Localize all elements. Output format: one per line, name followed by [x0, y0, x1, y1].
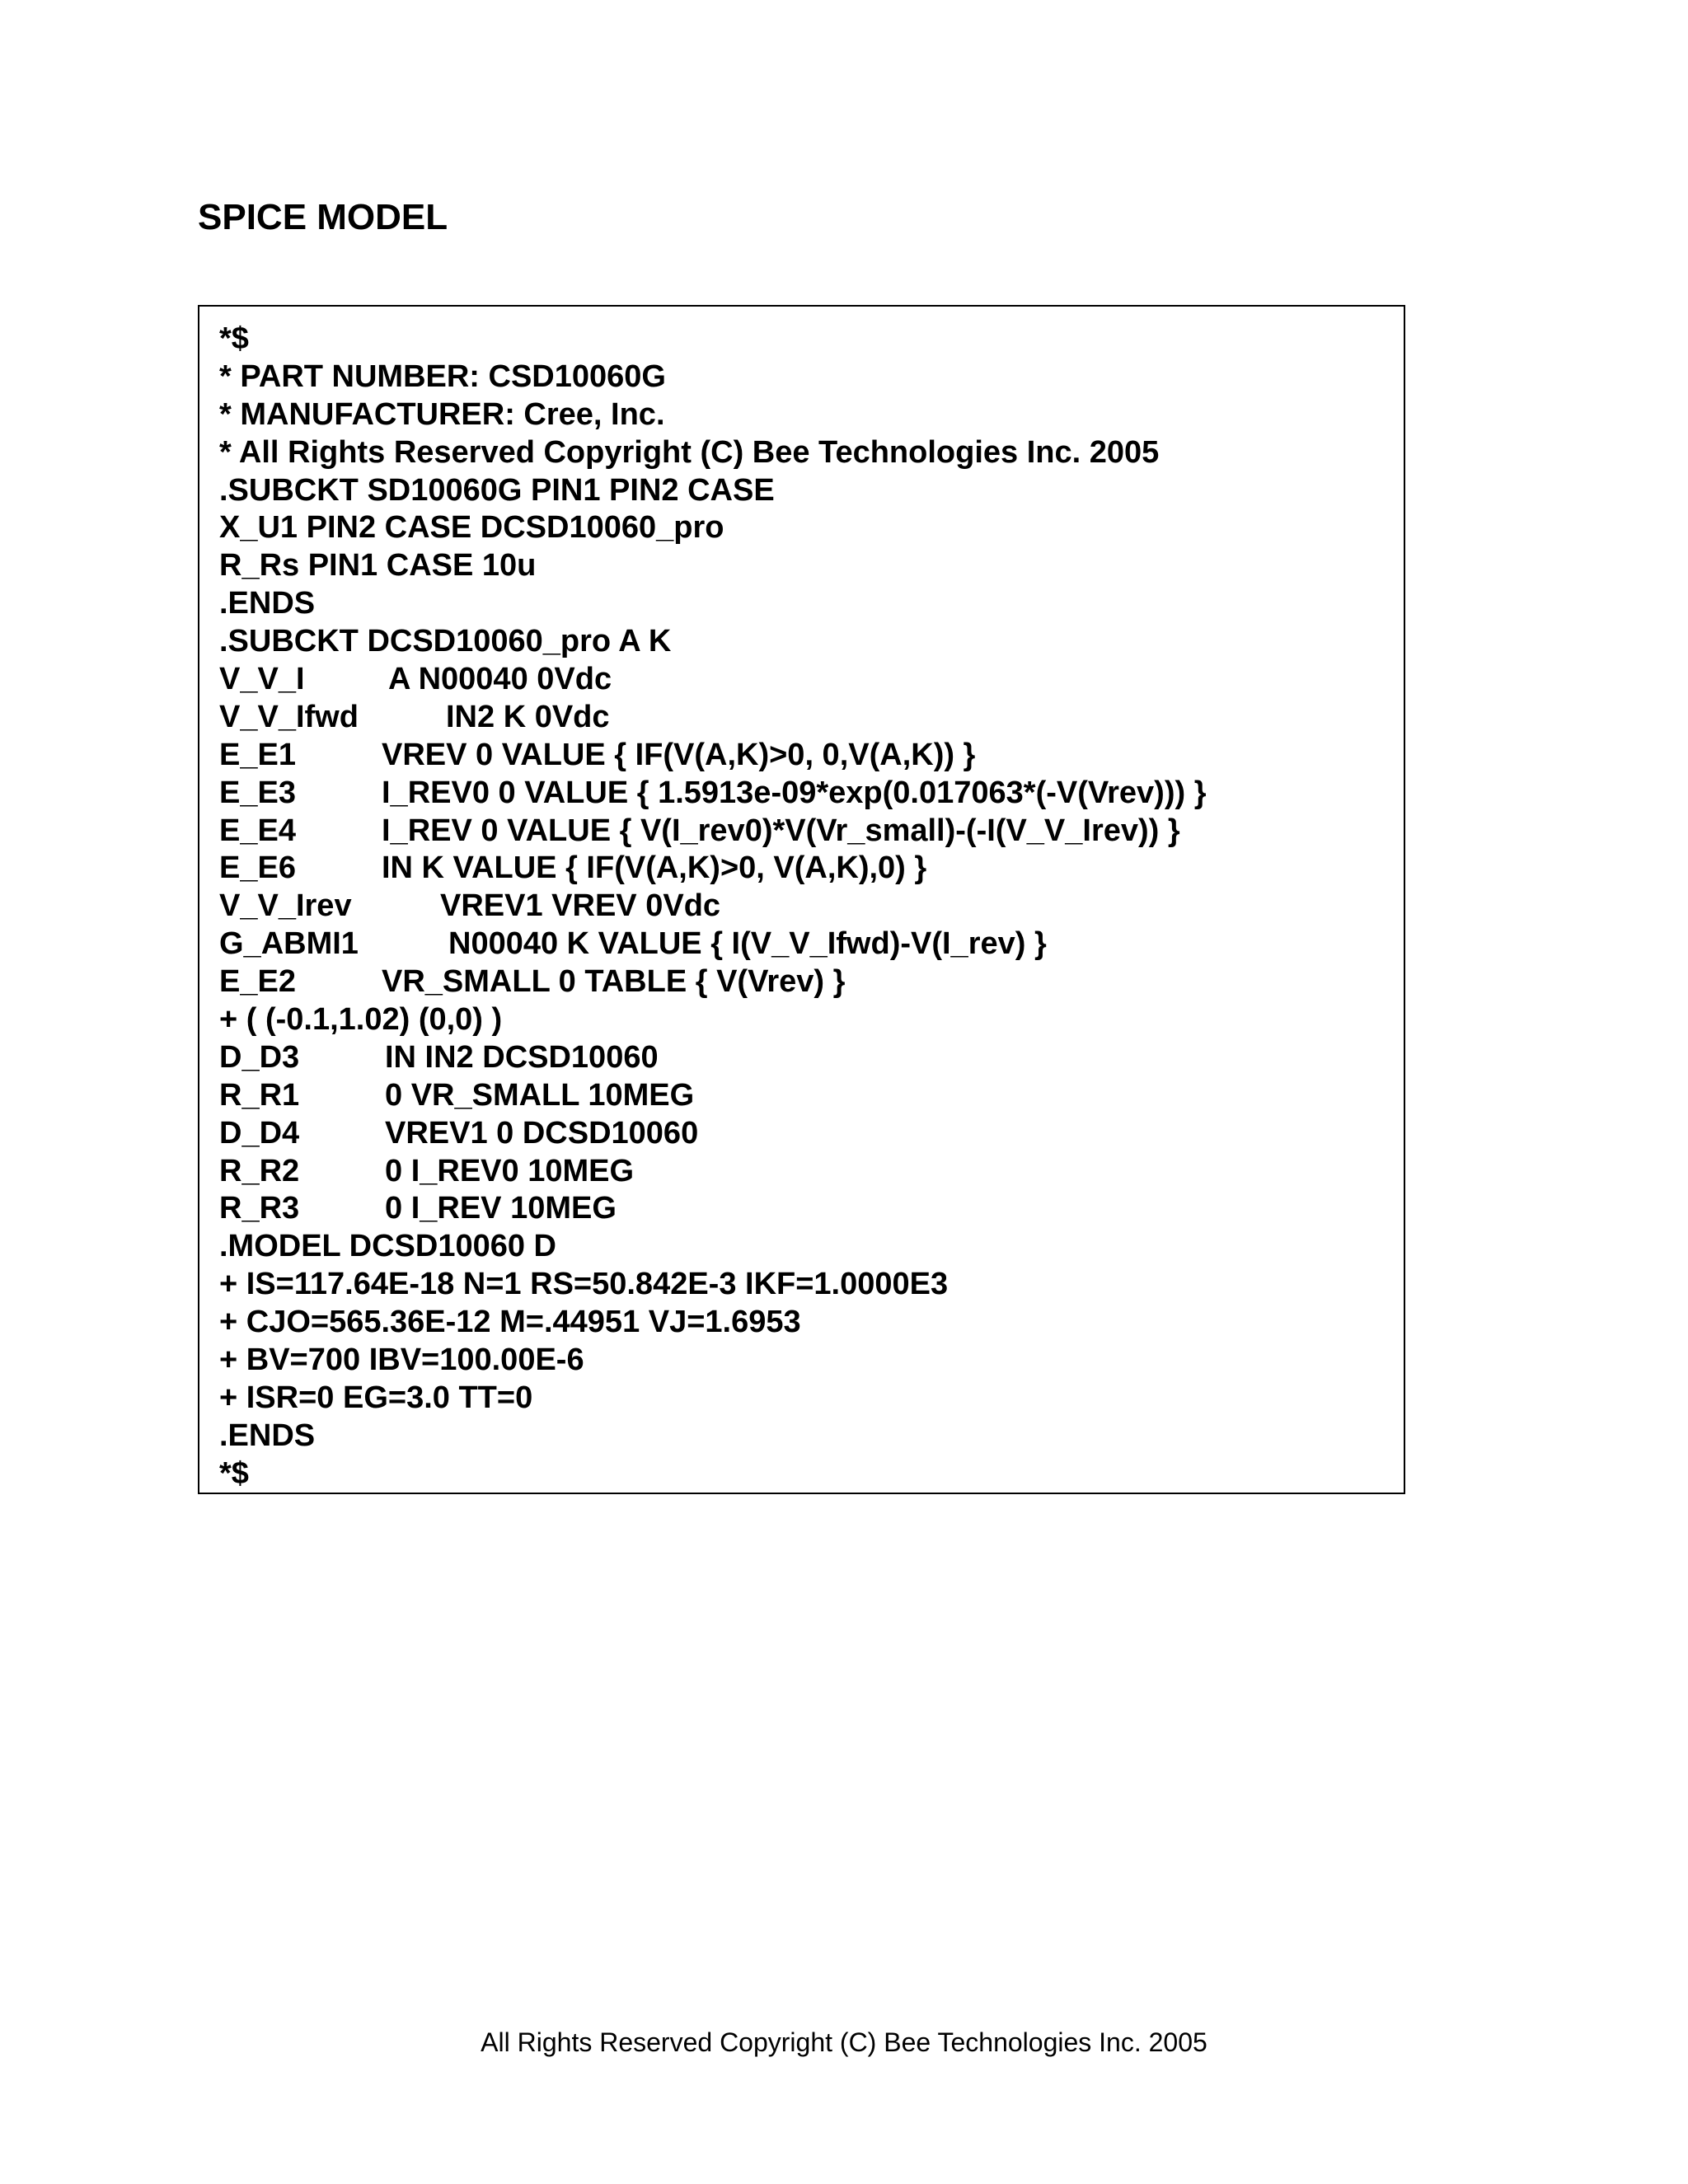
page-title: SPICE MODEL — [198, 197, 448, 237]
listing-line-args: VREV1 0 DCSD10060 — [385, 1115, 699, 1151]
listing-line-args: VREV 0 VALUE { IF(V(A,K)>0, 0,V(A,K)) } — [382, 737, 976, 772]
listing-line-text: V_V_I — [219, 662, 305, 697]
listing-line-text: + ISR=0 EG=3.0 TT=0 — [219, 1380, 533, 1415]
listing-line-args: N00040 K VALUE { I(V_V_Ifwd)-V(I_rev) } — [448, 926, 1047, 962]
listing-line-text: R_R3 — [219, 1191, 300, 1226]
listing-line-text: R_R1 — [219, 1077, 300, 1113]
listing-line-text: .ENDS — [219, 586, 316, 621]
listing-line-text: * All Rights Reserved Copyright (C) Bee Technologies Inc. 2005 — [219, 434, 1160, 470]
listing-line-text: .ENDS — [219, 1418, 316, 1453]
listing-line-text: D_D3 — [219, 1039, 300, 1075]
listing-line-text: *$ — [219, 1455, 249, 1491]
listing-line-text: * MANUFACTURER: Cree, Inc. — [219, 396, 665, 432]
listing-line-text: + IS=117.64E-18 N=1 RS=50.842E-3 IKF=1.0000E3 — [219, 1267, 949, 1302]
listing-line-text: .MODEL DCSD10060 D — [219, 1229, 556, 1264]
listing-line-args: VR_SMALL 0 TABLE { V(Vrev) } — [382, 964, 846, 1000]
listing-line-text: *$ — [219, 321, 249, 356]
listing-line-text: E_E2 — [219, 964, 296, 1000]
listing-line-text: + CJO=565.36E-12 M=.44951 VJ=1.6953 — [219, 1305, 801, 1340]
listing-line-args: 0 I_REV 10MEG — [385, 1191, 617, 1226]
listing-line-args: 0 I_REV0 10MEG — [385, 1153, 635, 1188]
listing-line-text: V_V_Irev — [219, 888, 352, 924]
listing-line-text: E_E1 — [219, 737, 296, 772]
listing-line-args: I_REV0 0 VALUE { 1.5913e-09*exp(0.017063*(-V(Vrev))) } — [382, 775, 1207, 810]
listing-line-args: VREV1 VREV 0Vdc — [440, 888, 721, 924]
listing-line-text: X_U1 PIN2 CASE DCSD10060_pro — [219, 510, 724, 546]
listing-line-text: V_V_Ifwd — [219, 699, 359, 734]
listing-line-text: .SUBCKT SD10060G PIN1 PIN2 CASE — [219, 472, 775, 508]
listing-line-args: 0 VR_SMALL 10MEG — [385, 1077, 695, 1113]
listing-line-text: + BV=700 IBV=100.00E-6 — [219, 1343, 584, 1378]
listing-line-args: IN2 K 0Vdc — [446, 699, 610, 734]
listing-line-args: A N00040 0Vdc — [388, 662, 612, 697]
listing-line-args: IN K VALUE { IF(V(A,K)>0, V(A,K),0) } — [382, 851, 927, 886]
listing-line-text: D_D4 — [219, 1115, 300, 1151]
listing-line-text: E_E3 — [219, 775, 296, 810]
listing-line-text: * PART NUMBER: CSD10060G — [219, 359, 666, 394]
listing-line-text: R_Rs PIN1 CASE 10u — [219, 548, 537, 583]
listing-line-text: E_E4 — [219, 813, 296, 848]
footer-copyright: All Rights Reserved Copyright (C) Bee Technologies Inc. 2005 — [481, 2027, 1207, 2057]
listing-line-text: E_E6 — [219, 851, 296, 886]
listing-line-args: I_REV 0 VALUE { V(I_rev0)*V(Vr_small)-(-I(V_V_Irev)) } — [382, 813, 1180, 848]
listing-line-args: IN IN2 DCSD10060 — [385, 1039, 659, 1075]
listing-line-text: G_ABMI1 — [219, 926, 359, 962]
listing-line-text: + ( (-0.1,1.02) (0,0) ) — [219, 1002, 503, 1038]
listing-line-text: R_R2 — [219, 1153, 300, 1188]
listing-line-text: .SUBCKT DCSD10060_pro A K — [219, 624, 672, 659]
